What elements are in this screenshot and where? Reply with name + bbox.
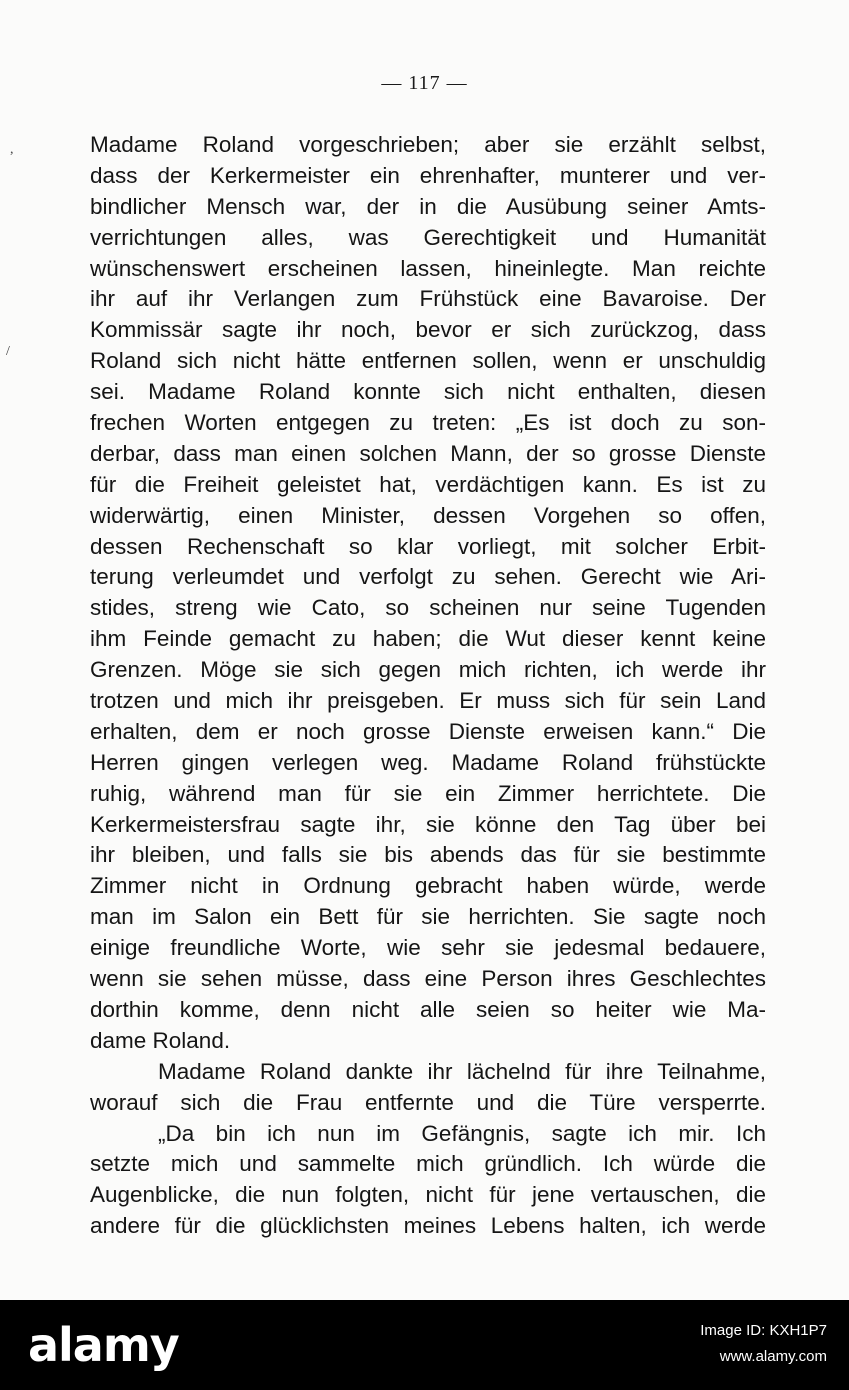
text-line: einige freundliche Worte, wie sehr sie jedesmal bedauere,	[90, 935, 766, 961]
text-line: Madame Roland vorgeschrieben; aber sie erzählt selbst,	[90, 132, 766, 157]
alamy-logo: alamy	[28, 1318, 179, 1372]
margin-mark: ,	[10, 142, 14, 157]
text-line: „Da bin ich nun im Gefängnis, sagte ich mir. Ich	[158, 1120, 766, 1146]
text-line: dass der Kerkermeister ein ehrenhafter, munterer und ver-	[90, 162, 766, 188]
text-line: für die Freiheit geleistet hat, verdächtigen kann. Es ist zu	[90, 471, 766, 497]
text-line: bindlicher Mensch war, der in die Ausübung seiner Amts-	[90, 193, 766, 219]
watermark-url: www.alamy.com	[719, 1348, 827, 1365]
text-line: Grenzen. Möge sie sich gegen mich richten, ich werde ihr	[90, 657, 766, 683]
text-line: Kommissär sagte ihr noch, bevor er sich zurückzog, dass	[90, 317, 766, 343]
text-line: ihr auf ihr Verlangen zum Frühstück eine Bavaroise. Der	[90, 286, 766, 312]
text-line: setzte mich und sammelte mich gründlich. Ich würde die	[90, 1151, 766, 1177]
text-line: ihm Feinde gemacht zu haben; die Wut dieser kennt keine	[90, 626, 766, 652]
text-line: stides, streng wie Cato, so scheinen nur seine Tugenden	[90, 595, 766, 621]
image-id-label: Image ID: KXH1P7	[700, 1322, 827, 1339]
text-line: terung verleumdet und verfolgt zu sehen. Gerecht wie Ari-	[90, 564, 766, 590]
body-text	[90, 130, 766, 1242]
text-line: Kerkermeistersfrau sagte ihr, sie könne den Tag über bei	[90, 811, 766, 837]
text-line: erhalten, dem er noch grosse Dienste erweisen kann.“ Die	[90, 718, 766, 744]
text-line: verrichtungen alles, was Gerechtigkeit und Humanität	[90, 224, 766, 250]
page-number: — 117 —	[381, 72, 468, 94]
margin-mark: /	[6, 344, 10, 359]
text-line: Roland sich nicht hätte entfernen sollen, wenn er unschuldig	[90, 348, 766, 374]
text-line: trotzen und mich ihr preisgeben. Er muss sich für sein Land	[90, 688, 766, 714]
text-line: wünschenswert erscheinen lassen, hineinlegte. Man reichte	[90, 255, 766, 281]
text-line: dame Roland.	[90, 1027, 231, 1053]
text-line: Augenblicke, die nun folgten, nicht für jene vertauschen, die	[90, 1182, 766, 1208]
text-line: wenn sie sehen müsse, dass eine Person ihres Geschlechtes	[90, 966, 766, 992]
text-line: man im Salon ein Bett für sie herrichten. Sie sagte noch	[90, 904, 766, 930]
text-line: andere für die glücklichsten meines Lebens halten, ich werde	[90, 1213, 766, 1239]
text-line: ihr bleiben, und falls sie bis abends das für sie bestimmte	[90, 842, 766, 868]
text-line: dorthin komme, denn nicht alle seien so heiter wie Ma-	[90, 996, 766, 1022]
text-line: Herren gingen verlegen weg. Madame Roland frühstückte	[90, 749, 766, 775]
text-line: Zimmer nicht in Ordnung gebracht haben würde, werde	[90, 873, 766, 899]
text-line: widerwärtig, einen Minister, dessen Vorgehen so offen,	[90, 502, 766, 528]
text-line: ruhig, während man für sie ein Zimmer herrichtete. Die	[90, 780, 766, 806]
text-line: frechen Worten entgegen zu treten: „Es ist doch zu son-	[90, 410, 766, 436]
text-line: Madame Roland dankte ihr lächelnd für ihre Teilnahme,	[158, 1058, 766, 1084]
text-line: worauf sich die Frau entfernte und die Türe versperrte.	[90, 1089, 766, 1115]
text-line: derbar, dass man einen solchen Mann, der so grosse Dienste	[90, 440, 766, 466]
text-line: dessen Rechenschaft so klar vorliegt, mit solcher Erbit-	[90, 533, 766, 559]
text-line: sei. Madame Roland konnte sich nicht enthalten, diesen	[90, 379, 766, 405]
